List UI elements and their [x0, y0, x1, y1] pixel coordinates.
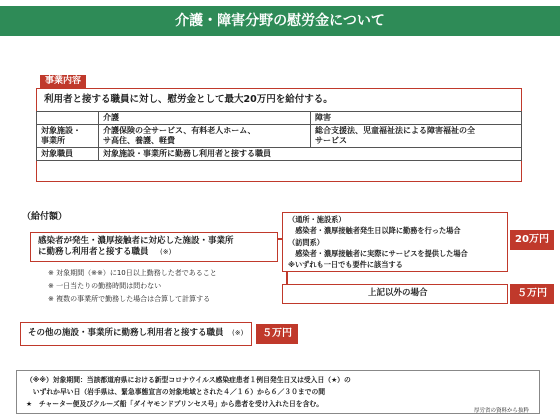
footnote-line: いずれか早い日（岩手県は、緊急事態宣言の対象地域とされた４／１６）から６／３０までの間 — [26, 388, 326, 396]
source-note: 厚労省の資料から抜粋 — [474, 408, 530, 414]
page-title: 介護・障害分野の慰労金について — [0, 6, 560, 36]
note-item: ※ 対象期間（※※）に10日以上勤務した者であること — [48, 269, 217, 277]
row-label-facilities: 対象施設・ 事業所 — [37, 125, 99, 148]
summary-text: 利用者と接する職員に対し、慰労金として最大20万円を給付する。 — [44, 94, 333, 105]
row-label-staff: 対象職員 — [37, 148, 99, 161]
note-item: ※ 複数の事業所で勤務した場合は合算して計算する — [48, 295, 211, 303]
condition1-text: （通所・施設系） 感染者・濃厚接触者発生日以降に勤務を行った場合 （訪問系） 感染者・濃厚接触者に実際にサービスを提供した場合 ※いずれも一日でも要件に該当する — [288, 215, 468, 270]
case2-mark: (※) — [232, 329, 244, 337]
section-tag: 事業内容 — [40, 75, 86, 88]
content-table — [36, 111, 522, 161]
cell-care-services: 介護保険の全サービス、有料老人ホーム、 サ高住、養護、軽費 — [99, 125, 311, 148]
case2-amount: ５万円 — [256, 324, 298, 344]
condition2-text: 上記以外の場合 — [368, 288, 428, 298]
case1-mark: (※) — [160, 248, 172, 256]
footnote-line: ★ チャーター便及びクルーズ船「ダイヤモンドプリンセス号」から患者を受け入れた日を含む。 — [26, 400, 323, 408]
table-row — [37, 148, 522, 161]
table-head-empty — [37, 112, 99, 125]
table-head-care: 介護 — [99, 112, 311, 125]
case1-text: 感染者が発生・濃厚接触者に対応した施設・事業所 に勤務し利用者と接する職員 — [38, 236, 234, 257]
cell-target-staff: 対象施設・事業所に勤務し利用者と接する職員 — [99, 148, 522, 161]
table-row — [37, 112, 522, 125]
note-item: ※ 一日当たりの勤務時間は問わない — [48, 282, 162, 290]
footnote-line: （※※）対象期間：当該都道府県における新型コロナウイルス感染症患者１例目発生日又は受入日（★）の — [26, 376, 351, 384]
condition1-amount: 20万円 — [510, 230, 554, 250]
cell-disability-services: 総合支援法、児童福祉法による障害福祉の全 サービス — [311, 125, 522, 148]
table-row — [37, 125, 522, 148]
benefit-heading: （給付額） — [22, 212, 68, 222]
condition2-amount: ５万円 — [510, 284, 554, 304]
table-head-disability: 障害 — [311, 112, 522, 125]
case2-text: その他の施設・事業所に勤務し利用者と接する職員 — [28, 328, 224, 338]
